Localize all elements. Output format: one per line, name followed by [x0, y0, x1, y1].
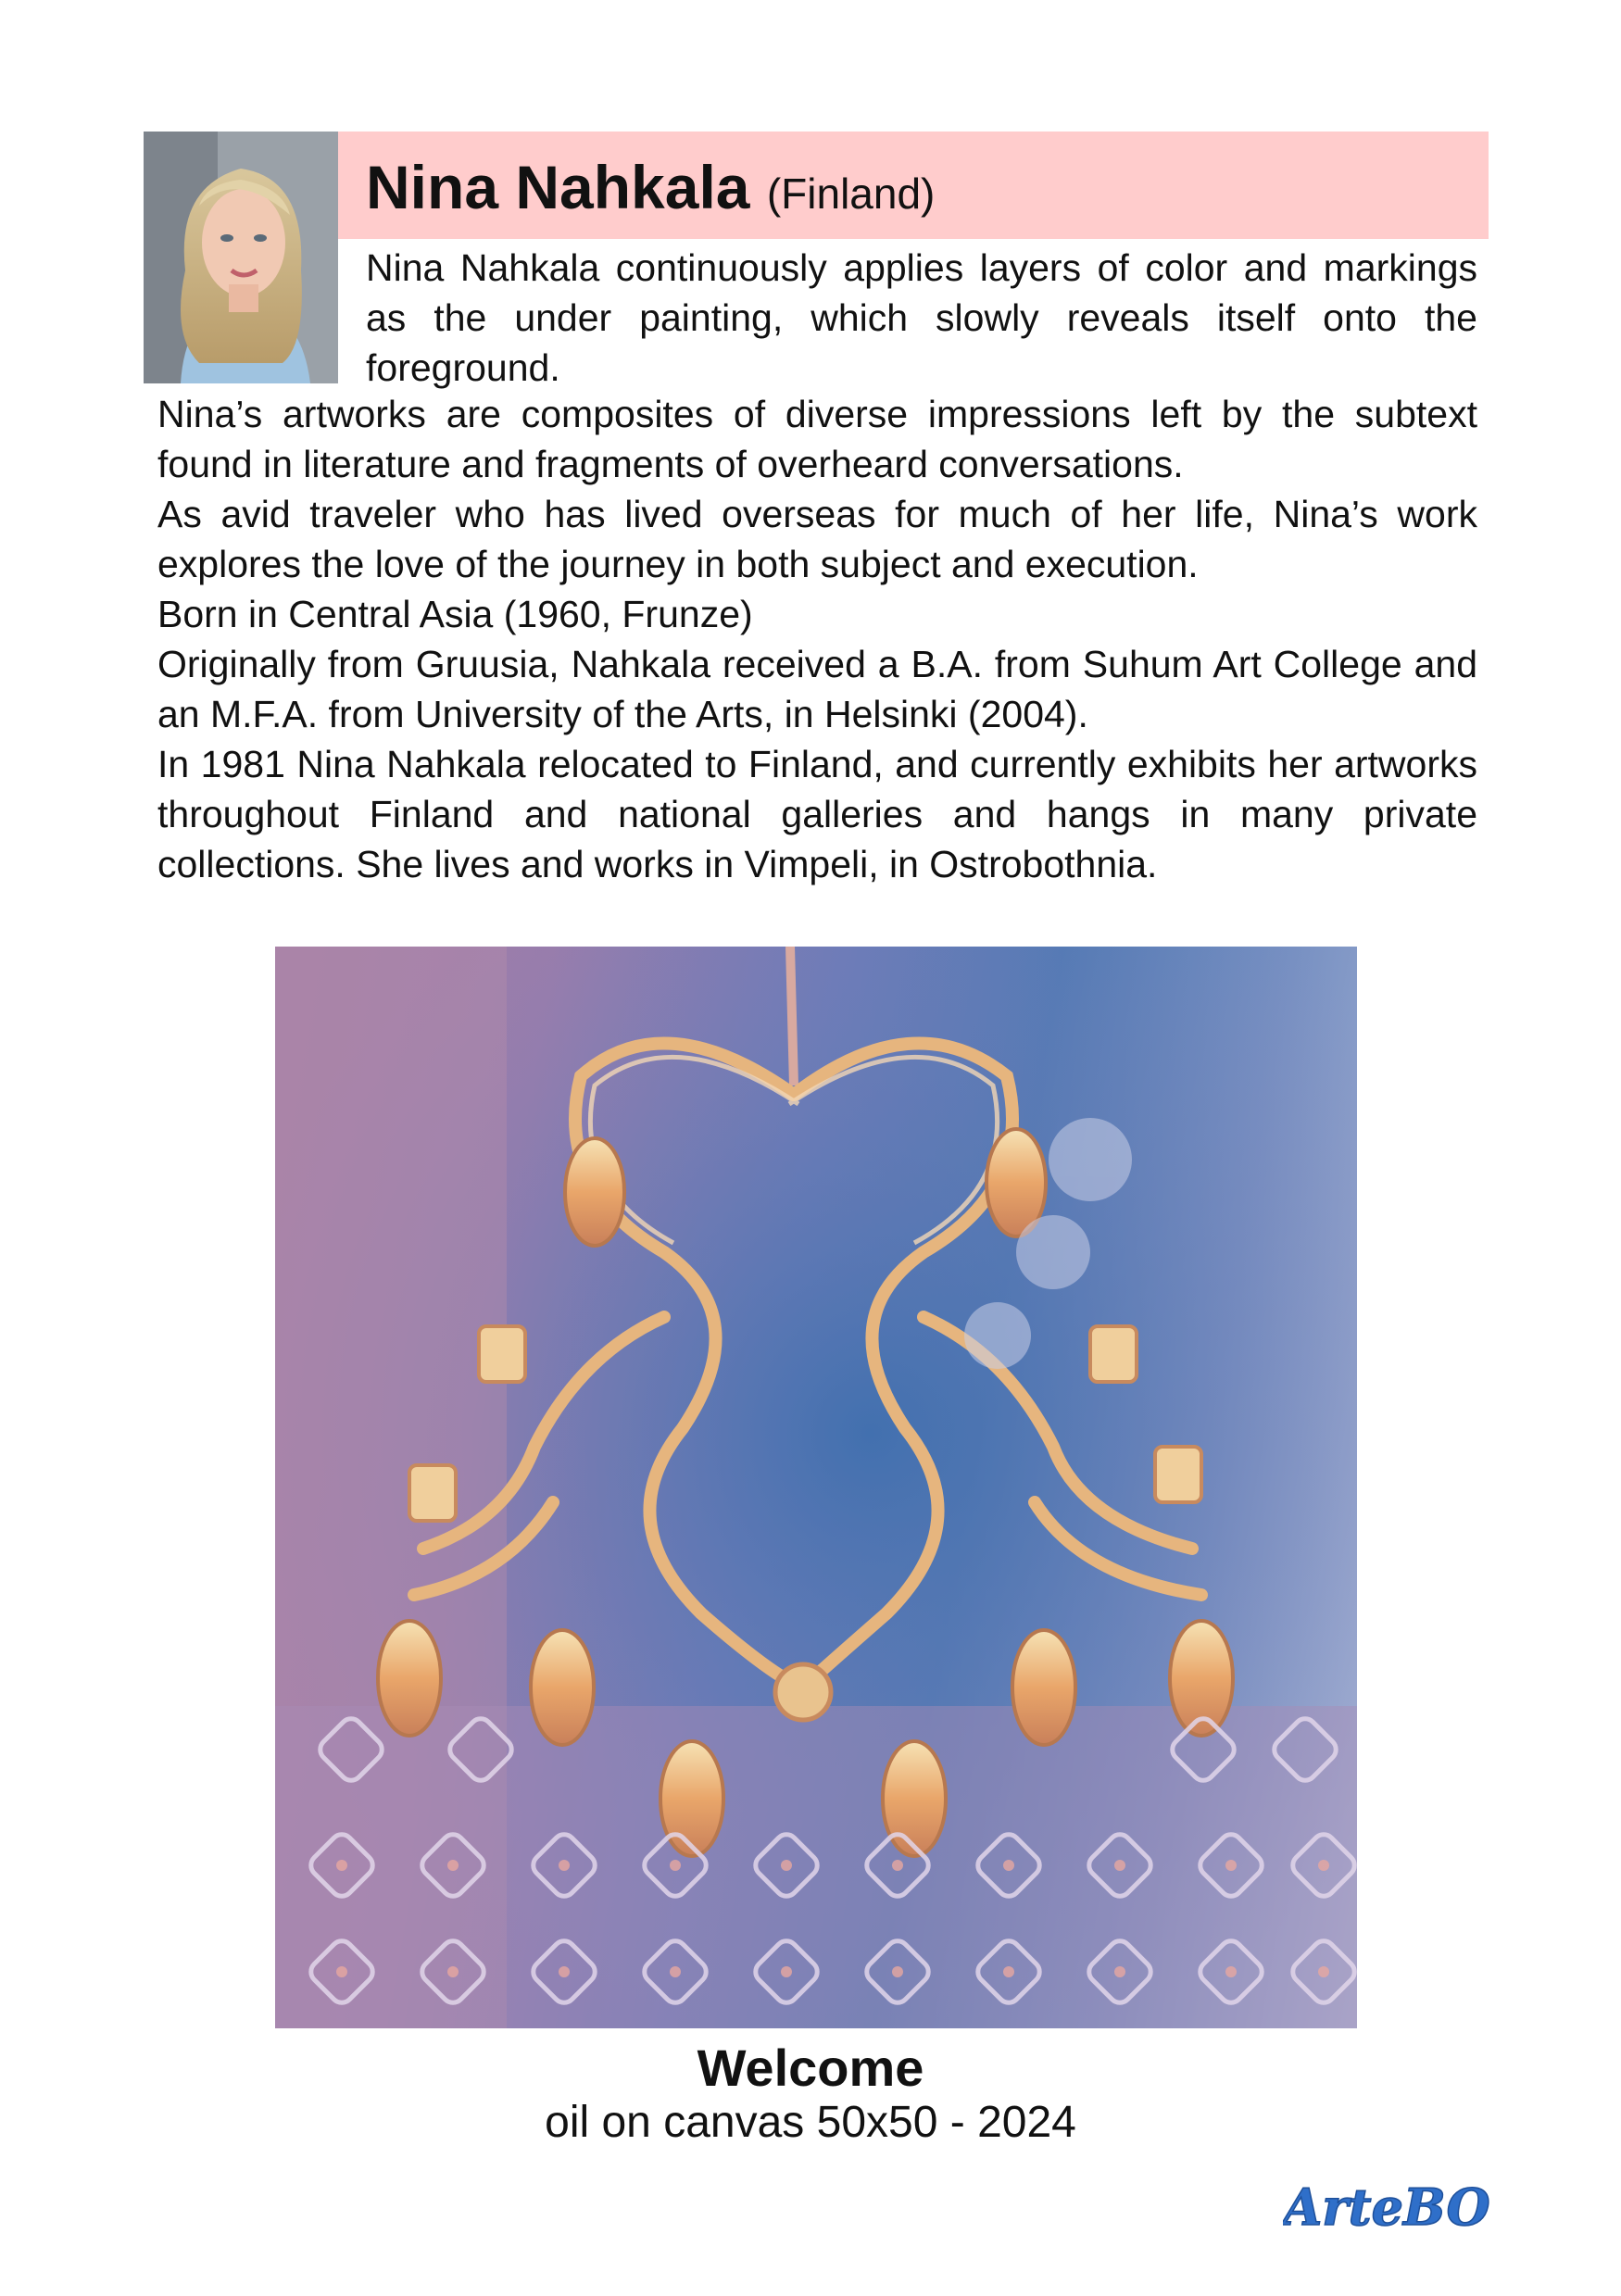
bio-body: [157, 389, 1477, 889]
svg-text:ArteBO: ArteBO: [1283, 2177, 1490, 2237]
bio-paragraph: As avid traveler who has lived overseas for much of her life, Nina’s work explores the love of the journey in both subject and execution.: [157, 493, 1477, 585]
artist-name: Nina Nahkala: [366, 153, 750, 221]
artwork-painting: [275, 947, 1357, 2028]
artist-name-heading: [366, 150, 935, 231]
bio-paragraph: Nina’s artworks are composites of diverse impressions left by the subtext found in literature and fragments of overheard conversations.: [157, 393, 1477, 485]
artebo-logo: [1283, 2175, 1491, 2240]
artwork-title: Welcome: [697, 2039, 924, 2097]
artist-portrait: [144, 132, 338, 383]
bio-paragraph: Originally from Gruusia, Nahkala received a B.A. from Suhum Art College and an M.F.A. from University of the Arts, in Helsinki (2004).: [157, 643, 1477, 735]
artist-country: (Finland): [766, 169, 936, 218]
bio-paragraph: Born in Central Asia (1960, Frunze): [157, 593, 753, 635]
bio-paragraph: In 1981 Nina Nahkala relocated to Finland, and currently exhibits her artworks throughout Finland and national galleries and hangs in many private collections. She lives and works in Vimpeli, in Ostrobothnia.: [157, 743, 1477, 885]
artwork-details: oil on canvas 50x50 - 2024: [545, 2098, 1076, 2147]
bio-intro: Nina Nahkala continuously applies layers of color and markings as the under painting, which slowly reveals itself onto the foreground.: [366, 246, 1477, 389]
